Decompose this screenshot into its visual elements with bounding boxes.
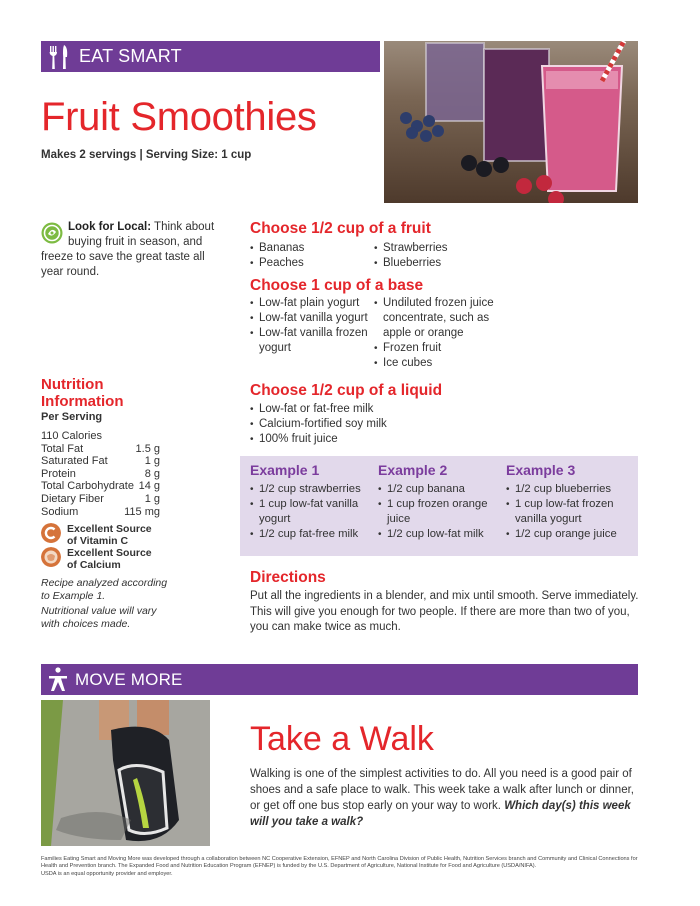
choose-fruit-heading: Choose 1/2 cup of a fruit xyxy=(250,220,431,237)
fork-knife-icon xyxy=(47,44,71,70)
list-item: • 1/2 cup strawberries xyxy=(250,482,375,497)
list-item: • Calcium-fortified soy milk xyxy=(250,417,500,432)
banner-title: MOVE MORE xyxy=(75,669,183,689)
list-item: • Undiluted frozen juice concentrate, such as apple or orange xyxy=(374,296,509,341)
nutrient-value: 1.5 g xyxy=(135,442,160,455)
banner-title: EAT SMART xyxy=(79,46,182,66)
directions-text: Put all the ingredients in a blender, and mix until smooth. Serve immediately. This will give you enough for two people. If there are more than two of you, you can make twice as much. xyxy=(250,590,639,633)
list-item: • Low-fat plain yogurt xyxy=(250,296,372,311)
list-item: • 1 cup low-fat vanilla yogurt xyxy=(250,497,375,527)
list-item: • Low-fat vanilla frozen yogurt xyxy=(250,326,372,356)
example-1 xyxy=(250,462,375,542)
list-item: • Ice cubes xyxy=(374,356,509,371)
walking-person-icon xyxy=(47,667,69,693)
nutrient-value: 8 g xyxy=(144,467,160,480)
nutrient-label: Total Fat xyxy=(41,442,84,455)
nutrient-label: Total Carbohydrate xyxy=(41,480,134,493)
list-item: • Low-fat vanilla yogurt xyxy=(250,311,372,326)
walk-question: Which day(s) this week will you take a walk? xyxy=(250,800,631,828)
nutrition-row xyxy=(41,468,160,481)
list-item: • 1 cup low-fat frozen vanilla yogurt xyxy=(506,497,631,527)
look-for-local-tip xyxy=(41,220,216,280)
list-item: • Bananas xyxy=(250,241,370,256)
calories: 110 Calories xyxy=(41,430,102,442)
eat-smart-banner xyxy=(41,41,380,72)
nutrient-value: 115 mg xyxy=(124,505,160,518)
list-item: • Peaches xyxy=(250,256,370,271)
nutrition-row xyxy=(41,493,160,506)
nutrition-row xyxy=(41,443,160,456)
nutrient-value: 1 g xyxy=(144,492,160,505)
list-item: • 1/2 cup banana xyxy=(378,482,503,497)
list-item: • 1/2 cup fat-free milk xyxy=(250,527,375,542)
calories-row xyxy=(41,430,160,443)
nutrition-row xyxy=(41,506,160,519)
nutrient-label: Saturated Fat xyxy=(41,455,108,468)
choose-liquid-heading: Choose 1/2 cup of a liquid xyxy=(250,382,443,399)
recipe-title: Fruit Smoothies xyxy=(41,95,317,139)
nutrient-value: 14 g xyxy=(138,480,160,493)
vitamin-c-text: Excellent Source of Vitamin C xyxy=(67,523,152,547)
move-more-banner xyxy=(41,664,638,695)
examples-box xyxy=(240,456,638,556)
list-item: • Low-fat or fat-free milk xyxy=(250,402,500,417)
nutrient-label: Protein xyxy=(41,467,76,480)
calcium-icon xyxy=(41,547,61,567)
list-item: • 1 cup frozen orange juice xyxy=(378,497,503,527)
footer-equal-opportunity: USDA is an equal opportunity provider and employer. xyxy=(41,870,173,877)
directions-heading: Directions xyxy=(250,569,326,586)
list-item: • Blueberries xyxy=(374,256,514,271)
vitamin-c-icon xyxy=(41,523,61,543)
choose-base-heading: Choose 1 cup of a base xyxy=(250,277,424,294)
variation-note: Nutritional value will vary with choices made. xyxy=(41,605,157,630)
smoothie-photo xyxy=(384,41,638,203)
nutrient-label: Sodium xyxy=(41,505,79,518)
base-list-col1 xyxy=(250,296,372,356)
example-2 xyxy=(378,462,503,542)
calcium-source xyxy=(41,547,157,571)
nutrient-value: 1 g xyxy=(144,455,160,468)
fruit-list-col1 xyxy=(250,241,370,271)
analysis-note: Recipe analyzed according to Example 1. xyxy=(41,577,168,602)
list-item: • 1/2 cup orange juice xyxy=(506,527,631,542)
look-for-local-icon xyxy=(41,222,63,244)
example-title: Example 2 xyxy=(378,462,448,478)
walk-title: Take a Walk xyxy=(250,720,434,758)
example-title: Example 1 xyxy=(250,462,320,478)
footer-credits xyxy=(41,856,641,878)
calcium-text: Excellent Source of Calcium xyxy=(67,547,152,571)
nutrition-row xyxy=(41,455,160,468)
list-item: • Frozen fruit xyxy=(374,341,509,356)
per-serving-label: Per Serving xyxy=(41,411,103,423)
nutrient-label: Dietary Fiber xyxy=(41,492,104,505)
footer-credit-text: Families Eating Smart and Moving More was developed through a collaboration between NC Cooperative Extension, EFNEP and North Carolina Division of Public Health, Nutrition Services branch and Community and Clinical Connections for Health and Prevention branch. The Expanded Food and Nutrition Education Program (EFNEP) is funded by the U.S. Department of Agriculture, National Institute for Food and Agriculture (USDA/NIFA). xyxy=(41,856,638,870)
list-item: • 1/2 cup blueberries xyxy=(506,482,631,497)
fruit-list-col2 xyxy=(374,241,514,271)
nutrition-row xyxy=(41,480,160,493)
nutrition-heading: Nutrition Information xyxy=(41,376,124,410)
example-title: Example 3 xyxy=(506,462,576,478)
list-item: • 1/2 cup low-fat milk xyxy=(378,527,503,542)
list-item: • 100% fruit juice xyxy=(250,432,500,447)
vitamin-c-source xyxy=(41,523,157,547)
walk-body: Walking is one of the simplest activities to do. All you need is a good pair of shoes and a safe place to walk. This week take a walk after lunch or dinner, or get off one bus stop early on your way to work. xyxy=(250,768,634,812)
walk-text xyxy=(250,766,640,830)
example-3 xyxy=(506,462,631,542)
nutrition-table xyxy=(41,430,160,518)
list-item: • Strawberries xyxy=(374,241,514,256)
look-for-local-label: Look for Local: xyxy=(68,221,152,233)
walking-shoes-photo xyxy=(41,700,210,846)
servings-info: Makes 2 servings | Serving Size: 1 cup xyxy=(41,149,252,161)
liquid-list xyxy=(250,402,500,447)
base-list-col2 xyxy=(374,296,509,371)
look-for-local-text: Think about buying fruit in season, and freeze to save the great taste all year round. xyxy=(41,221,215,278)
